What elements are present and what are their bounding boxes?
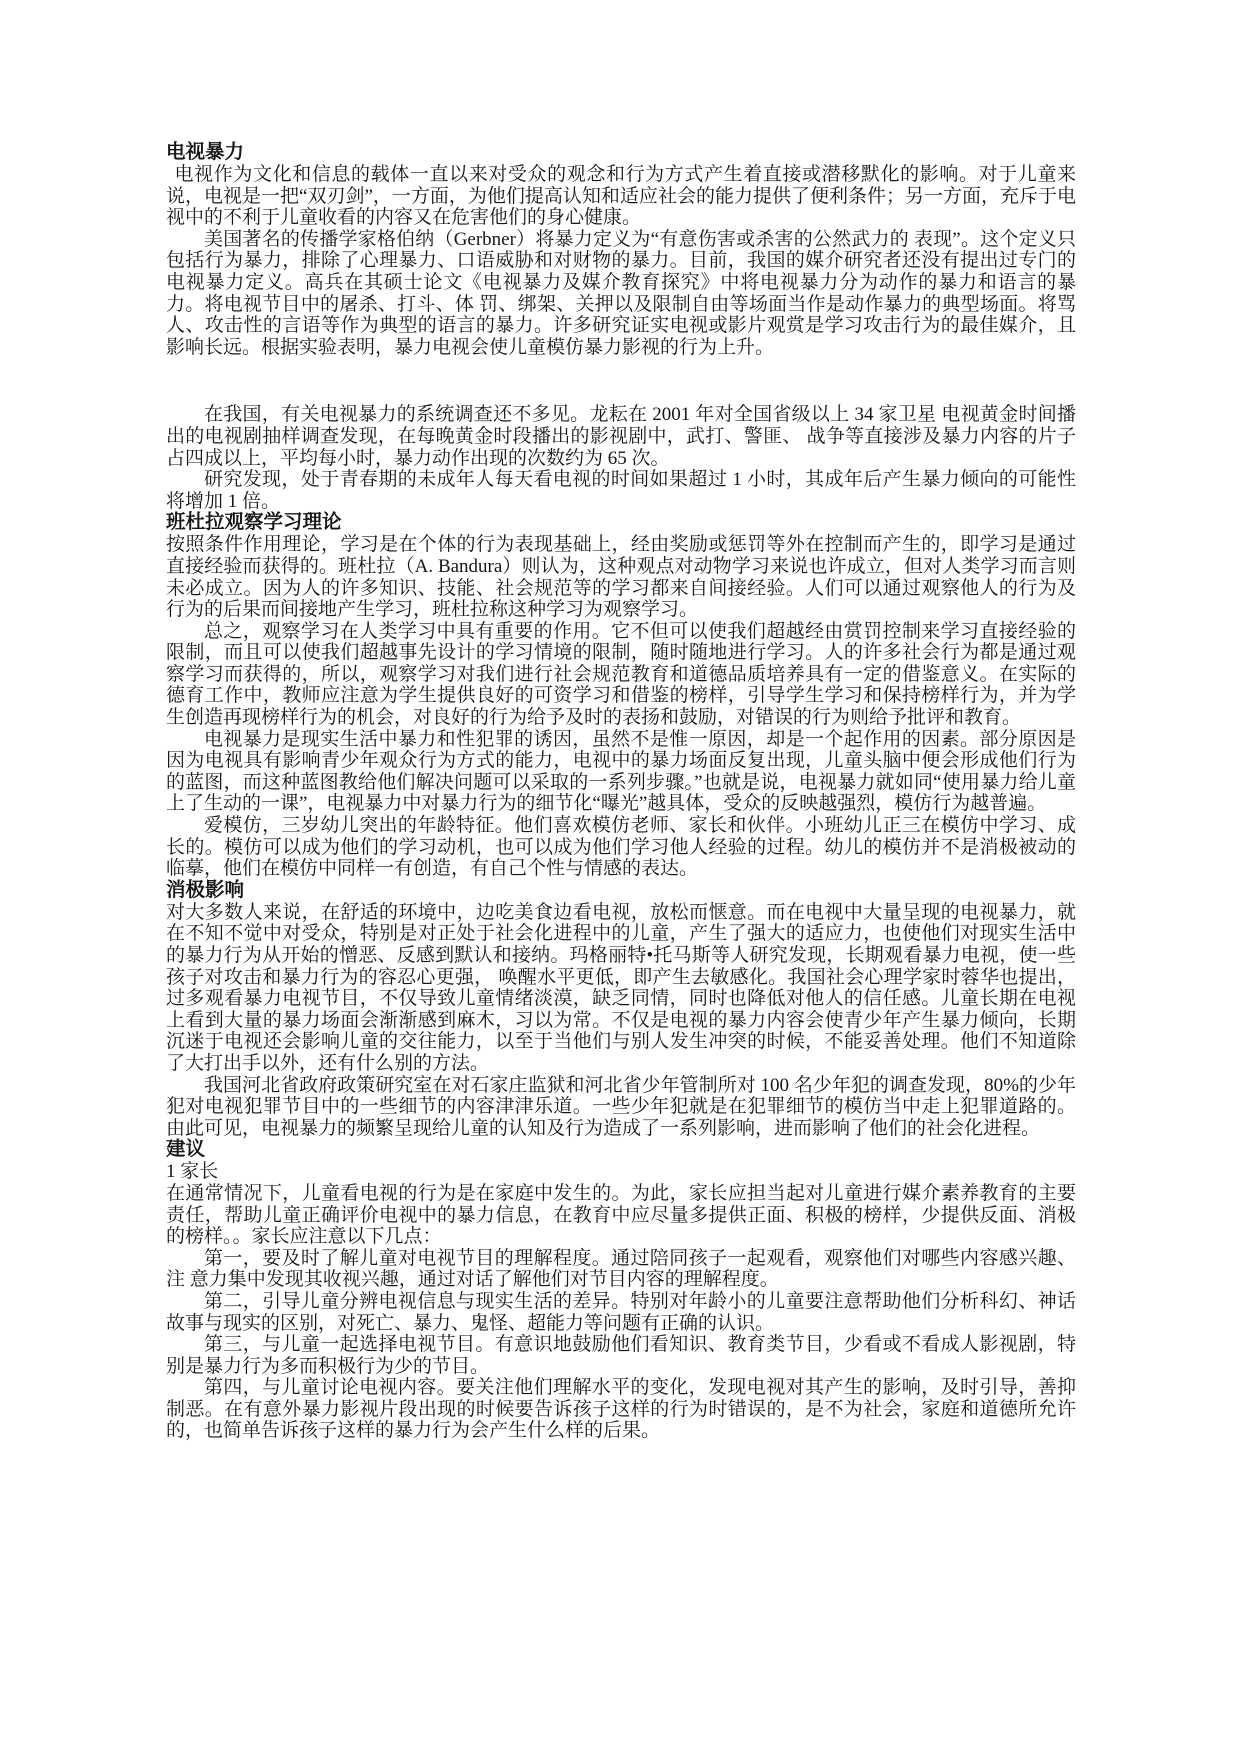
paragraph-observational-learning-role: 总之，观察学习在人类学习中具有重要的作用。它不但可以使我们超越经由赏罚控制来学习直接经验的限制，而且可以使我们超越事先设计的学习情境的限制，随时随地进行学习。人的许多社会行为都是通过观察学习而获得的，所以，观察学习对我们进行社会规范教育和道德品质培养具有一定的借鉴意义。在实际的德育工作中，教师应注意为学生提供良好的可资学习和借鉴的榜样，引导学生学习和保持榜样行为，并为学生创造再现榜样行为的机会，对良好的行为给予及时的表扬和鼓励，对错误的行为则给予批评和教育。 bbox=[166, 620, 1076, 729]
paragraph-suggestion-fourth: 第四，与儿童讨论电视内容。要关注他们理解水平的变化，发现电视对其产生的影响，及时引导，善抑制恶。在有意外暴力影视片段出现的时候要告诉孩子这样的行为时错误的，是不为社会，家庭和道德所允许的，也简单告诉孩子这样的暴力行为会产生什么样的后果。 bbox=[166, 1377, 1076, 1442]
paragraph-suggestion-second: 第二，引导儿童分辨电视信息与现实生活的差异。特别对年龄小的儿童要注意帮助他们分析科幻、神话故事与现实的区别，对死亡、暴力、鬼怪、超能力等问题有正确的认识。 bbox=[166, 1290, 1076, 1334]
paragraph-teen-research-finding: 研究发现，处于青春期的未成年人每天看电视的时间如果超过 1 小时，其成年后产生暴力倾向的可能性将增加 1 倍。 bbox=[166, 469, 1076, 512]
paragraph-china-survey-2001: 在我国，有关电视暴力的系统调查还不多见。龙耘在 2001 年对全国省级以上 34 家卫星 电视黄金时间播出的电视剧抽样调查发现，在每晚黄金时段播出的影视剧中，武打、警匪、 战争等直接涉及暴力内容的片子占四成以上，平均每小时，暴力动作出现的次数约为 65 次。 bbox=[166, 404, 1076, 469]
subheading-parents: 1 家长 bbox=[166, 1161, 219, 1183]
paragraph-tv-violence-as-inducement: 电视暴力是现实生活中暴力和性犯罪的诱因，虽然不是惟一原因，却是一个起作用的因素。部分原因是因为电视具有影响青少年观众行为方式的能力，电视中的暴力场面反复出现，儿童头脑中便会形成他们行为的蓝图，而这种蓝图教给他们解决问题可以采取的一系列步骤。”也就是说，电视暴力就如同“使用暴力给儿童上了生动的一课”，电视暴力中对暴力行为的细节化“曝光”越具体，受众的反映越强烈，模仿行为越普遍。 bbox=[166, 728, 1076, 815]
blank-line bbox=[166, 358, 1076, 404]
paragraph-hebei-juvenile-study: 我国河北省政府政策研究室在对石家庄监狱和河北省少年管制所对 100 名少年犯的调查发现，80%的少年犯对电视犯罪节目中的一些细节的内容津津乐道。一些少年犯就是在犯罪细节的模仿当中走上犯罪道路的。由此可见，电视暴力的频繁呈现给儿童的认知及行为造成了一系列影响，进而影响了他们的社会化进程。 bbox=[166, 1074, 1076, 1139]
heading-suggestions: 建议 bbox=[166, 1139, 206, 1161]
paragraph-suggestion-first: 第一，要及时了解儿童对电视节目的理解程度。通过陪同孩子一起观看，观察他们对哪些内容感兴趣、注 意力集中发现其收视兴趣，通过对话了解他们对节目内容的理解程度。 bbox=[166, 1247, 1076, 1291]
paragraph-tv-double-edged-sword: 电视作为文化和信息的载体一直以来对受众的观念和行为方式产生着直接或潜移默化的影响。对于儿童来说，电视是一把“双刃剑”，一方面，为他们提高认知和适应社会的能力提供了便利条件；另一方面，充斥于电视中的不利于儿童收看的内容又在危害他们的身心健康。 bbox=[166, 164, 1076, 229]
paragraph-parents-responsibility: 在通常情况下，儿童看电视的行为是在家庭中发生的。为此，家长应担当起对儿童进行媒介素养教育的主要责任，帮助儿童正确评价电视中的暴力信息，在教育中应尽量多提供正面、积极的榜样，少提供反面、消极的榜样。。家长应注意以下几点： bbox=[166, 1182, 1076, 1248]
document-body bbox=[166, 142, 1076, 1442]
paragraph-suggestion-third: 第三，与儿童一起选择电视节目。有意识地鼓励他们看知识、教育类节目，少看或不看成人影视剧，特别是暴力行为多而积极行为少的节目。 bbox=[166, 1334, 1076, 1377]
heading-bandura-theory: 班杜拉观察学习理论 bbox=[166, 512, 342, 534]
paragraph-desensitization: 对大多数人来说，在舒适的环境中，边吃美食边看电视，放松而惬意。而在电视中大量呈现的电视暴力，就在不知不觉中对受众，特别是对正处于社会化进程中的儿童，产生了强大的适应力，也使他们对现实生活中的暴力行为从开始的憎恶、反感到默认和接纳。玛格丽特•托马斯等人研究发现，长期观看暴力电视，使一些孩子对攻击和暴力行为的容忍心更强， 唤醒水平更低，即产生去敏感化。我国社会心理学家时蓉华也提出，过多观看暴力电视节目，不仅导致儿童情绪淡漠，缺乏同情，同时也降低对他人的信任感。儿童长期在电视上看到大量的暴力场面会渐渐感到麻木，习以为常。不仅是电视的暴力内容会使青少年产生暴力倾向，长期沉迷于电视还会影响儿童的交往能力，以至于当他们与别人发生冲突的时候，不能妥善处理。他们不知道除了大打出手以外，还有什么别的方法。 bbox=[166, 901, 1076, 1074]
paragraph-gerbner-definition: 美国著名的传播学家格伯纳（Gerbner）将暴力定义为“有意伤害或杀害的公然武力的 表现”。这个定义只包括行为暴力，排除了心理暴力、口语威胁和对财物的暴力。目前，我国的媒介研究者还没有提出过专门的电视暴力定义。高兵在其硕士论文《电视暴力及媒介教育探究》中将电视暴力分为动作的暴力和语言的暴力。将电视节目中的屠杀、打斗、体 罚、绑架、关押以及限制自由等场面当作是动作暴力的典型场面。将骂人、攻击性的言语等作为典型的语言的暴力。许多研究证实电视或影片观赏是学习攻击行为的最佳媒介，且影响长远。根据实验表明，暴力电视会使儿童模仿暴力影视的行为上升。 bbox=[166, 228, 1076, 358]
heading-tv-violence: 电视暴力 bbox=[166, 142, 245, 163]
heading-negative-effects: 消极影响 bbox=[166, 879, 245, 901]
paragraph-conditioning-theory: 按照条件作用理论，学习是在个体的行为表现基础上，经由奖励或惩罚等外在控制而产生的，即学习是通过直接经验而获得的。班杜拉（A. Bandura）则认为，这种观点对动物学习来说也许成立，但对人类学习而言则未必成立。因为人的许多知识、技能、社会规范等的学习都来自间接经验。人们可以通过观察他人的行为及行为的后果而间接地产生学习，班杜拉称这种学习为观察学习。 bbox=[166, 534, 1076, 621]
paragraph-toddler-imitation: 爱模仿，三岁幼儿突出的年龄特征。他们喜欢模仿老师、家长和伙伴。小班幼儿正三在模仿中学习、成长的。模仿可以成为他们的学习动机，也可以成为他们学习他人经验的过程。幼儿的模仿并不是消极被动的临摹，他们在模仿中同样一有创造，有自己个性与情感的表达。 bbox=[166, 815, 1076, 880]
